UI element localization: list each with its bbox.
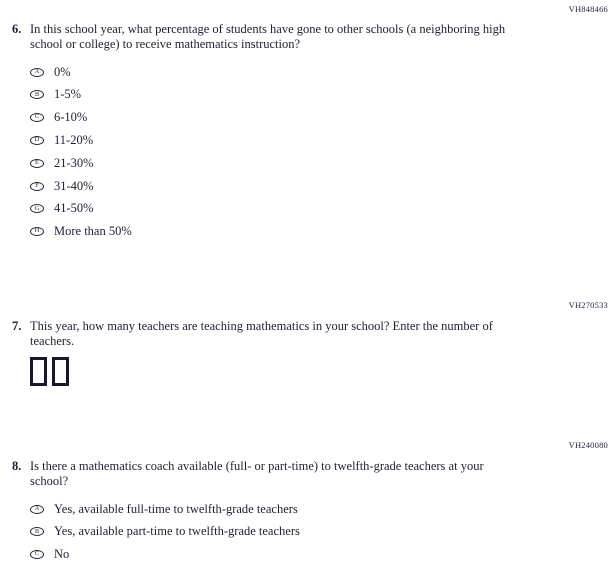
answer-option: [30, 179, 524, 193]
item-code-q8: VH240080: [568, 440, 608, 450]
question-number: 7.: [12, 319, 22, 333]
digit-entry-box-1[interactable]: [30, 357, 47, 386]
question-text: Is there a mathematics coach available (full- or part-time) to twelfth-grade teachers at your school?: [30, 459, 484, 488]
answer-option: [30, 548, 517, 562]
item-code-q7: VH270533: [568, 300, 608, 310]
question-number: 8.: [12, 459, 22, 473]
question-number: 6.: [12, 22, 22, 36]
answer-option-label: 41-50%: [54, 201, 94, 216]
answer-oval-icon[interactable]: C: [30, 113, 44, 122]
answer-oval-icon[interactable]: H: [30, 227, 44, 236]
answer-option: [30, 502, 517, 516]
answer-option: [30, 111, 524, 125]
question-8: [12, 459, 517, 570]
answer-option-label: Yes, available part-time to twelfth-grade teachers: [54, 524, 300, 539]
answer-oval-icon[interactable]: A: [30, 505, 44, 514]
answer-oval-icon[interactable]: F: [30, 182, 44, 191]
digit-entry-box-2[interactable]: [52, 357, 69, 386]
question-7: [12, 319, 512, 386]
answer-option-label: 1-5%: [54, 87, 82, 102]
answer-option-label: 21-30%: [54, 155, 94, 170]
answer-oval-icon[interactable]: C: [30, 550, 44, 559]
answer-option-label: 11-20%: [54, 132, 94, 147]
answer-option: [30, 88, 524, 102]
answer-oval-icon[interactable]: G: [30, 204, 44, 213]
answer-option-label: 6-10%: [54, 110, 88, 125]
question-7-header: [12, 319, 512, 349]
teacher-count-entry: [30, 357, 512, 386]
answer-option-label: 31-40%: [54, 178, 94, 193]
answer-oval-icon[interactable]: B: [30, 527, 44, 536]
answer-oval-icon[interactable]: B: [30, 90, 44, 99]
question-6-header: [12, 22, 524, 52]
question-text: This year, how many teachers are teaching mathematics in your school? Enter the number of teachers.: [30, 319, 493, 348]
question-8-options: [30, 502, 517, 562]
answer-option: [30, 525, 517, 539]
answer-oval-icon[interactable]: E: [30, 159, 44, 168]
answer-option: [30, 202, 524, 216]
answer-option-label: 0%: [54, 64, 71, 79]
answer-option: [30, 224, 524, 238]
question-6: [12, 22, 524, 247]
question-text: In this school year, what percentage of students have gone to other schools (a neighboring high school or college) to receive mathematics instruction?: [30, 22, 506, 51]
question-6-options: [30, 65, 524, 239]
item-code-q6: VH848466: [568, 4, 608, 14]
answer-option-label: More than 50%: [54, 224, 132, 239]
answer-option-label: No: [54, 547, 70, 562]
answer-option-label: Yes, available full-time to twelfth-grade teachers: [54, 501, 298, 516]
question-8-header: [12, 459, 517, 489]
answer-option: [30, 133, 524, 147]
answer-option: [30, 156, 524, 170]
answer-oval-icon[interactable]: A: [30, 68, 44, 77]
answer-oval-icon[interactable]: D: [30, 136, 44, 145]
answer-option: [30, 65, 524, 79]
